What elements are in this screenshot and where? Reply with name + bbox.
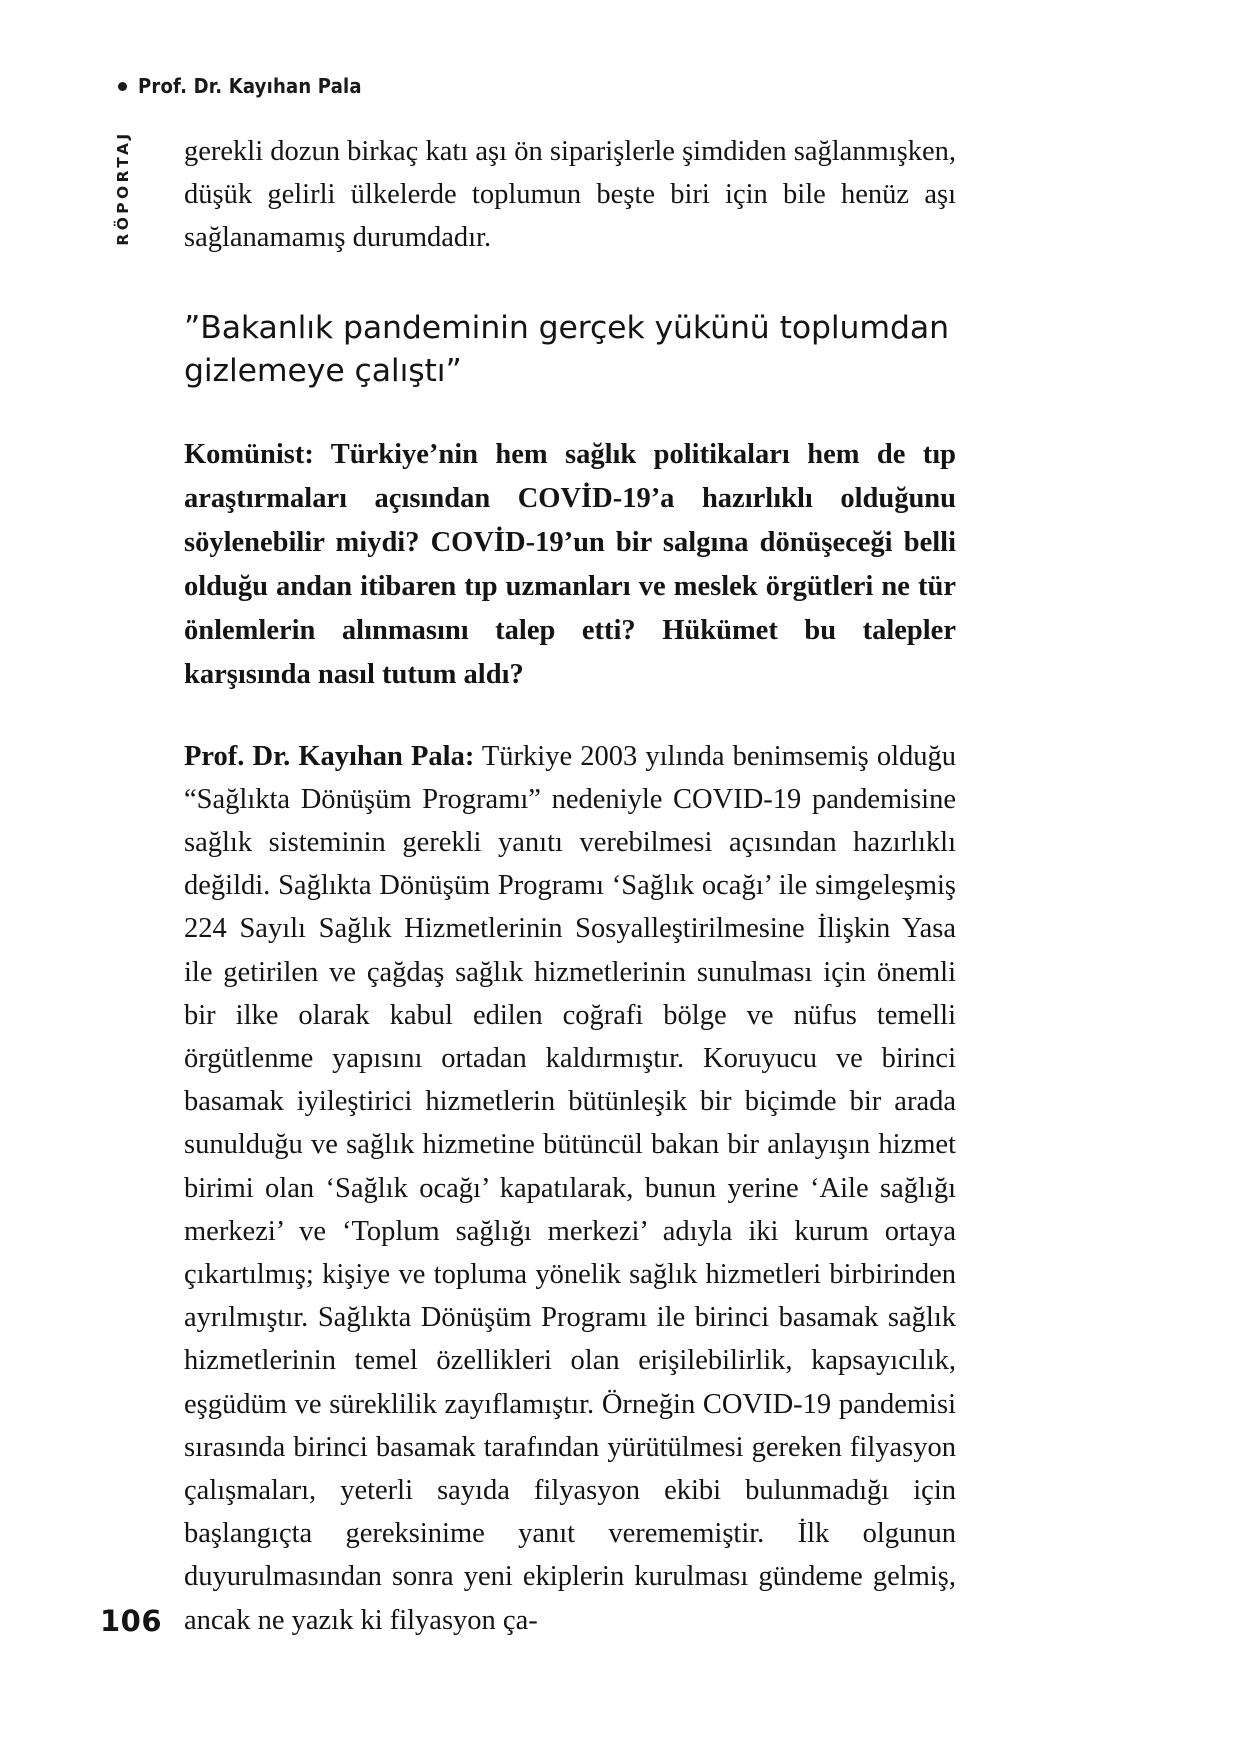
interview-question: Komünist: Türkiye’nin hem sağlık politikaları hem de tıp araştırmaları açısından COVİD-19’a hazırlıklı olduğunu söylenebilir miydi? COVİD-19’un bir salgına dönüşeceği belli olduğu andan itibaren tıp uzmanları ve meslek örgütleri ne tür önlemlerin alınmasını talep etti? Hükümet bu talepler karşısında nasıl tutum aldı? — [184, 438, 956, 690]
section-tab — [108, 118, 138, 258]
page-number: 106 — [100, 1604, 163, 1638]
section-heading: ”Bakanlık pandeminin gerçek yükünü toplumdan gizlemeye çalıştı” — [184, 309, 949, 389]
running-head-title: Prof. Dr. Kayıhan Pala — [138, 74, 362, 98]
section-tab-label: RÖPORTAJ — [114, 130, 132, 246]
answer-body-text: Türkiye 2003 yılında benimsemiş olduğu “Sağlıkta Dönüşüm Programı” nedeniyle COVID-19 pandemisine sağlık sisteminin gerekli yanıtı verebilmesi açısından hazırlıklı değildi. Sağlıkta Dönüşüm Programı ‘Sağlık ocağı’ ile simgeleşmiş 224 Sayılı Sağlık Hizmetlerinin Sosyalleştirilmesine İlişkin Yasa ile getirilen ve çağdaş sağlık hizmetlerinin sunulması için önemli bir ilke olarak kabul edilen coğrafi bölge ve nüfus temelli örgütlenme yapısını ortadan kaldırmıştır. Koruyucu ve birinci basamak iyileştirici hizmetlerin bütünleşik bir biçimde bir arada sunulduğu ve sağlık hizmetine bütüncül bakan bir anlayışın hizmet birimi olan ‘Sağlık ocağı’ kapatılarak, bunun yerine ‘Aile sağlığı merkezi’ ve ‘Toplum sağlığı merkezi’ adıyla iki kurum ortaya çıkartılmış; kişiye ve topluma yönelik sağlık hizmetleri birbirinden ayrılmıştır. Sağlıkta Dönüşüm Programı ile birinci basamak sağlık hizmetlerinin temel özellikleri olan erişilebilirlik, kapsayıcılık, eşgüdüm ve süreklilik zayıflamıştır. Örneğin COVID-19 pandemisi sırasında birinci basamak tarafından yürütülmesi gereken filyasyon çalışmaları, yeterli sayıda filyasyon ekibi bulunmadığı için başlangıçta gereksinime yanıt verememiştir. İlk olgunun duyurulmasından sonra yeni ekiplerin kurulması gündeme gelmiş, ancak ne yazık ki filyasyon ça- — [184, 740, 956, 1636]
text-column — [184, 130, 956, 1642]
running-head — [118, 74, 392, 98]
interview-answer — [184, 735, 956, 1642]
answer-speaker-name: Prof. Dr. Kayıhan Pala: — [184, 740, 475, 772]
bullet-icon — [118, 82, 127, 91]
lead-paragraph: gerekli dozun birkaç katı aşı ön siparişlerle şimdiden sağlanmışken, düşük gelirli ülkelerde toplumun beşte biri için bile henüz aşı sağlanamamış durumdadır. — [184, 136, 956, 254]
